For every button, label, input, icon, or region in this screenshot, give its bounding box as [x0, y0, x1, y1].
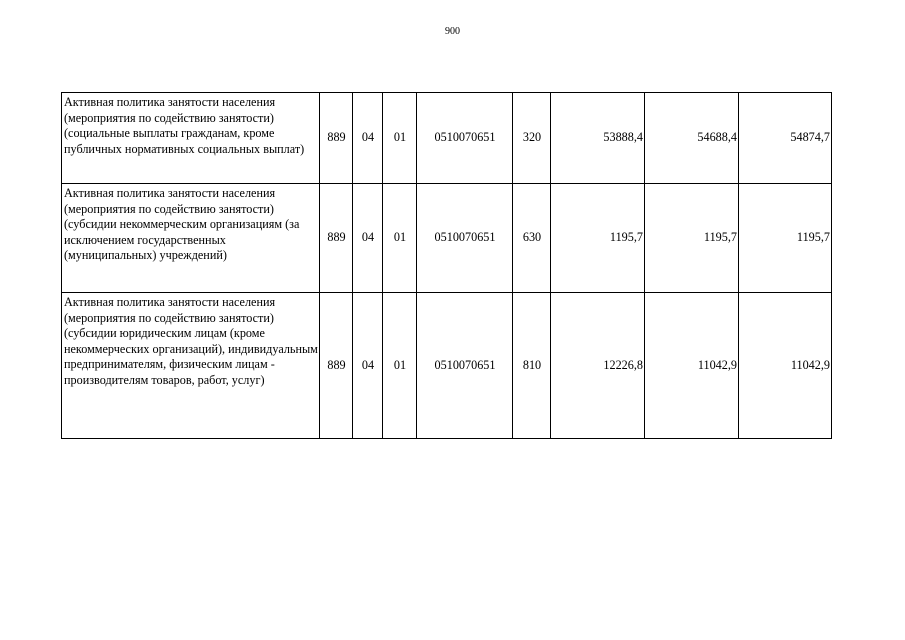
expense-type-code: 630 [513, 184, 551, 293]
row-description: Активная политика занятости населения (мероприятия по содействию занятости) (субсидии некоммерческим организациям (за исключением государственных (муниципальных) учреждений) [62, 184, 320, 293]
subsection-code: 01 [383, 184, 417, 293]
amount-year-1: 12226,8 [551, 293, 645, 439]
ministry-code: 889 [320, 184, 353, 293]
amount-year-1: 53888,4 [551, 93, 645, 184]
ministry-code: 889 [320, 93, 353, 184]
section-code: 04 [353, 93, 383, 184]
amount-year-2: 54688,4 [645, 93, 739, 184]
row-description: Активная политика занятости населения (мероприятия по содействию занятости) (социальные выплаты гражданам, кроме публичных нормативных социальных выплат) [62, 93, 320, 184]
subsection-code: 01 [383, 293, 417, 439]
subsection-code: 01 [383, 93, 417, 184]
amount-year-3: 11042,9 [739, 293, 832, 439]
amount-year-2: 11042,9 [645, 293, 739, 439]
table-row [62, 293, 832, 439]
page-number: 900 [445, 26, 460, 37]
expense-type-code: 320 [513, 93, 551, 184]
expense-type-code: 810 [513, 293, 551, 439]
row-description: Активная политика занятости населения (мероприятия по содействию занятости) (субсидии юридическим лицам (кроме некоммерческих организаций), индивидуальным предпринимателям, физическим лицам - производителям товаров, работ, услуг) [62, 293, 320, 439]
table-row [62, 93, 832, 184]
target-article-code: 0510070651 [417, 93, 513, 184]
section-code: 04 [353, 293, 383, 439]
target-article-code: 0510070651 [417, 184, 513, 293]
amount-year-3: 54874,7 [739, 93, 832, 184]
section-code: 04 [353, 184, 383, 293]
amount-year-1: 1195,7 [551, 184, 645, 293]
ministry-code: 889 [320, 293, 353, 439]
budget-table [61, 92, 832, 439]
amount-year-3: 1195,7 [739, 184, 832, 293]
amount-year-2: 1195,7 [645, 184, 739, 293]
target-article-code: 0510070651 [417, 293, 513, 439]
table-row [62, 184, 832, 293]
